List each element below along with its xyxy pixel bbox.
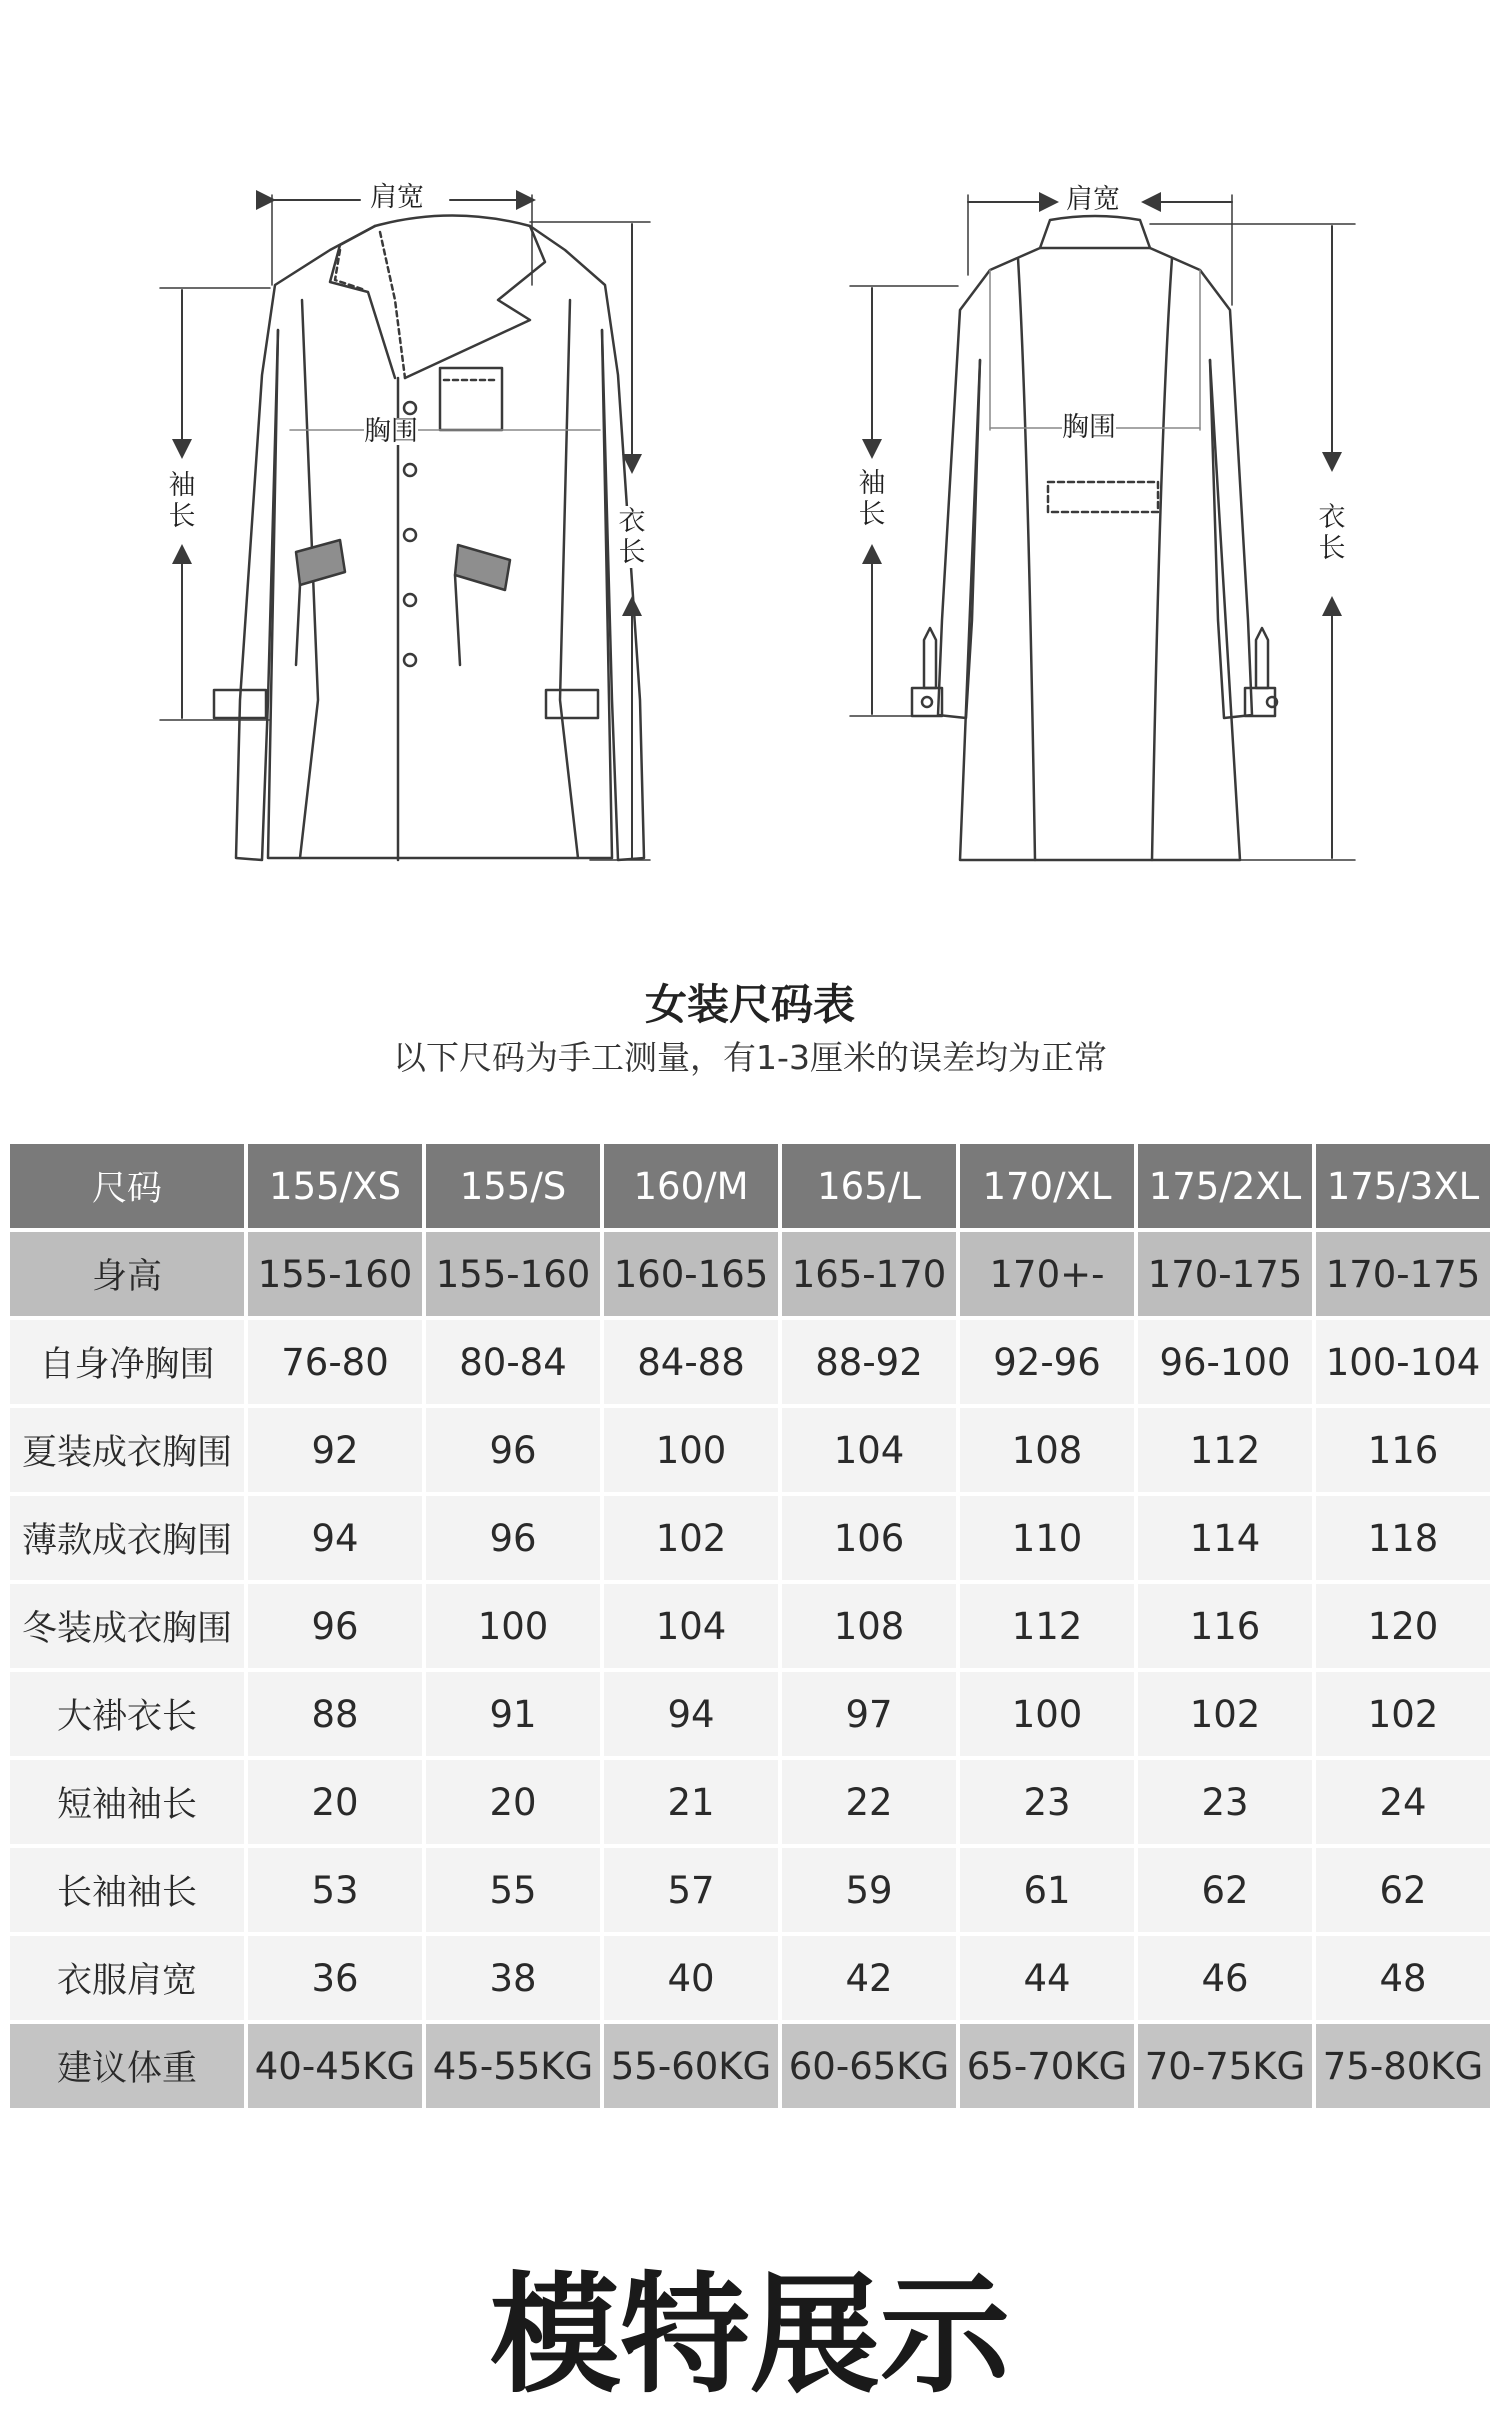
row-label: 短袖袖长 xyxy=(10,1760,244,1844)
table-cell: 118 xyxy=(1316,1496,1490,1580)
header-cell: 155/XS xyxy=(248,1144,422,1228)
table-cell: 170-175 xyxy=(1316,1232,1490,1316)
table-cell: 59 xyxy=(782,1848,956,1932)
header-cell: 165/L xyxy=(782,1144,956,1228)
row-label: 建议体重 xyxy=(10,2024,244,2108)
table-cell: 165-170 xyxy=(782,1232,956,1316)
table-cell: 108 xyxy=(782,1584,956,1668)
row-label: 大褂衣长 xyxy=(10,1672,244,1756)
row-label: 身高 xyxy=(10,1232,244,1316)
table-cell: 42 xyxy=(782,1936,956,2020)
table-row xyxy=(10,1760,1490,1844)
coat-diagrams xyxy=(0,0,1500,900)
table-cell: 22 xyxy=(782,1760,956,1844)
size-chart-subtitle: 以下尺码为手工测量，有1-3厘米的误差均为正常 xyxy=(393,1038,1107,1078)
table-cell: 75-80KG xyxy=(1316,2024,1490,2108)
header-cell: 尺码 xyxy=(10,1144,244,1228)
table-cell: 20 xyxy=(426,1760,600,1844)
table-cell: 110 xyxy=(960,1496,1134,1580)
size-chart-title: 女装尺码表 xyxy=(644,980,855,1029)
table-cell: 40-45KG xyxy=(248,2024,422,2108)
row-label: 自身净胸围 xyxy=(10,1320,244,1404)
table-row xyxy=(10,1936,1490,2020)
table-cell: 92-96 xyxy=(960,1320,1134,1404)
table-cell: 24 xyxy=(1316,1760,1490,1844)
table-cell: 88 xyxy=(248,1672,422,1756)
table-cell: 23 xyxy=(1138,1760,1312,1844)
table-cell: 84-88 xyxy=(604,1320,778,1404)
table-cell: 100-104 xyxy=(1316,1320,1490,1404)
front-coat-drawing xyxy=(160,195,650,860)
table-cell: 102 xyxy=(1316,1672,1490,1756)
table-cell: 76-80 xyxy=(248,1320,422,1404)
table-cell: 106 xyxy=(782,1496,956,1580)
table-cell: 100 xyxy=(960,1672,1134,1756)
table-cell: 112 xyxy=(960,1584,1134,1668)
table-cell: 48 xyxy=(1316,1936,1490,2020)
table-cell: 155-160 xyxy=(248,1232,422,1316)
table-cell: 104 xyxy=(604,1584,778,1668)
table-cell: 36 xyxy=(248,1936,422,2020)
row-label: 冬装成衣胸围 xyxy=(10,1584,244,1668)
back-chest-label: 胸围 xyxy=(1062,412,1116,443)
table-cell: 96 xyxy=(248,1584,422,1668)
table-cell: 114 xyxy=(1138,1496,1312,1580)
table-row xyxy=(10,1496,1490,1580)
table-header-row xyxy=(10,1144,1490,1228)
table-row xyxy=(10,1320,1490,1404)
table-cell: 97 xyxy=(782,1672,956,1756)
front-shoulder-label: 肩宽 xyxy=(370,182,424,213)
size-chart-title-block xyxy=(0,980,1500,1078)
table-cell: 21 xyxy=(604,1760,778,1844)
front-sleeve-label: 袖长 xyxy=(168,470,196,533)
table-row xyxy=(10,2024,1490,2108)
table-cell: 112 xyxy=(1138,1408,1312,1492)
row-label: 夏装成衣胸围 xyxy=(10,1408,244,1492)
table-cell: 102 xyxy=(604,1496,778,1580)
table-cell: 62 xyxy=(1316,1848,1490,1932)
table-cell: 40 xyxy=(604,1936,778,2020)
table-cell: 61 xyxy=(960,1848,1134,1932)
table-cell: 96-100 xyxy=(1138,1320,1312,1404)
table-row xyxy=(10,1408,1490,1492)
size-table xyxy=(6,1140,1494,2112)
table-cell: 170-175 xyxy=(1138,1232,1312,1316)
table-cell: 62 xyxy=(1138,1848,1312,1932)
table-cell: 155-160 xyxy=(426,1232,600,1316)
header-cell: 160/M xyxy=(604,1144,778,1228)
back-sleeve-label: 袖长 xyxy=(858,468,886,531)
table-cell: 65-70KG xyxy=(960,2024,1134,2108)
table-cell: 57 xyxy=(604,1848,778,1932)
table-cell: 100 xyxy=(426,1584,600,1668)
table-cell: 45-55KG xyxy=(426,2024,600,2108)
table-cell: 70-75KG xyxy=(1138,2024,1312,2108)
row-label: 薄款成衣胸围 xyxy=(10,1496,244,1580)
header-cell: 170/XL xyxy=(960,1144,1134,1228)
table-cell: 116 xyxy=(1138,1584,1312,1668)
table-cell: 94 xyxy=(248,1496,422,1580)
table-cell: 100 xyxy=(604,1408,778,1492)
table-cell: 80-84 xyxy=(426,1320,600,1404)
table-cell: 120 xyxy=(1316,1584,1490,1668)
table-row xyxy=(10,1584,1490,1668)
table-cell: 53 xyxy=(248,1848,422,1932)
table-cell: 96 xyxy=(426,1408,600,1492)
table-cell: 55 xyxy=(426,1848,600,1932)
table-cell: 102 xyxy=(1138,1672,1312,1756)
table-cell: 55-60KG xyxy=(604,2024,778,2108)
table-row xyxy=(10,1848,1490,1932)
table-cell: 60-65KG xyxy=(782,2024,956,2108)
table-cell: 160-165 xyxy=(604,1232,778,1316)
header-cell: 155/S xyxy=(426,1144,600,1228)
row-label: 衣服肩宽 xyxy=(10,1936,244,2020)
row-label: 长袖袖长 xyxy=(10,1848,244,1932)
header-cell: 175/2XL xyxy=(1138,1144,1312,1228)
table-cell: 108 xyxy=(960,1408,1134,1492)
header-cell: 175/3XL xyxy=(1316,1144,1490,1228)
table-cell: 23 xyxy=(960,1760,1134,1844)
table-cell: 92 xyxy=(248,1408,422,1492)
table-cell: 91 xyxy=(426,1672,600,1756)
table-row xyxy=(10,1232,1490,1316)
back-length-label: 衣长 xyxy=(1318,502,1346,565)
table-cell: 88-92 xyxy=(782,1320,956,1404)
table-cell: 38 xyxy=(426,1936,600,2020)
table-cell: 44 xyxy=(960,1936,1134,2020)
table-cell: 170+- xyxy=(960,1232,1134,1316)
front-chest-label: 胸围 xyxy=(364,416,418,447)
table-cell: 96 xyxy=(426,1496,600,1580)
model-showcase-heading: 模特展示 xyxy=(489,2259,1010,2411)
front-length-label: 衣长 xyxy=(618,506,646,569)
table-cell: 94 xyxy=(604,1672,778,1756)
coat-diagram-drawing xyxy=(0,0,1500,900)
back-shoulder-label: 肩宽 xyxy=(1066,184,1120,215)
table-cell: 104 xyxy=(782,1408,956,1492)
table-row xyxy=(10,1672,1490,1756)
table-cell: 46 xyxy=(1138,1936,1312,2020)
table-cell: 20 xyxy=(248,1760,422,1844)
table-cell: 116 xyxy=(1316,1408,1490,1492)
back-coat-drawing xyxy=(850,195,1355,860)
